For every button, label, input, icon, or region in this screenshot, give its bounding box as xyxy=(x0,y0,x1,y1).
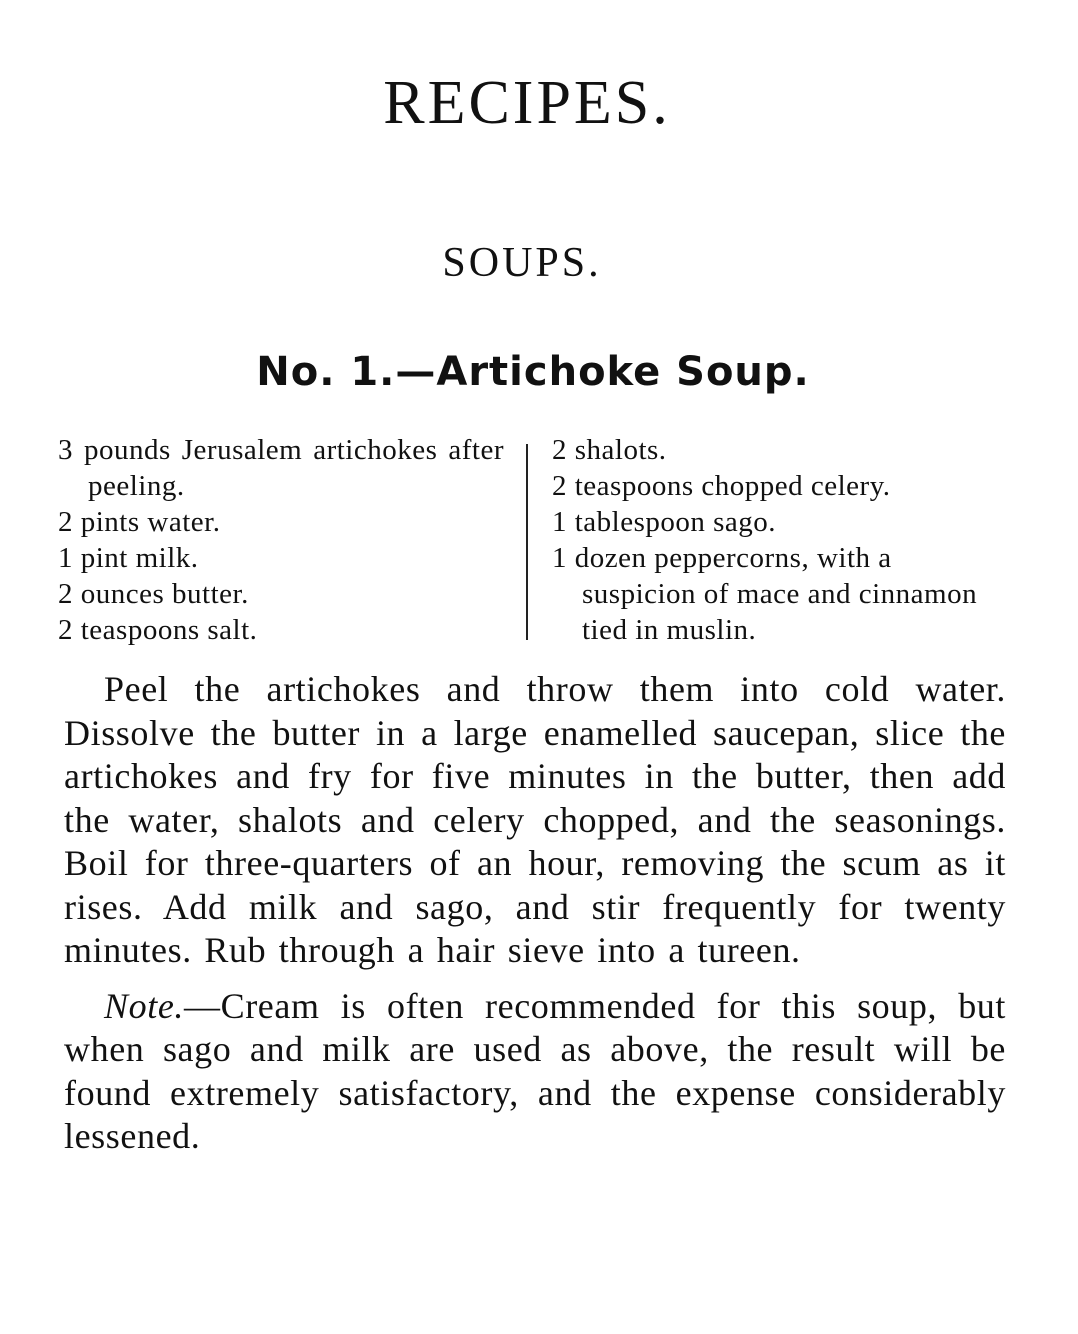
recipe-title: No. 1.—Artichoke Soup. xyxy=(256,349,810,395)
ingredients-right-column xyxy=(552,432,1008,648)
ingredients-list xyxy=(58,432,1008,646)
ingredient-item: 2 shalots. xyxy=(552,434,667,466)
note-paragraph xyxy=(64,985,1006,1159)
ingredient-item: 2 teaspoons chopped celery. xyxy=(552,470,891,502)
ingredient-item: 3 pounds Jerusalem artichokes after peeling. xyxy=(58,434,504,502)
ingredient-item: 1 pint milk. xyxy=(58,542,199,574)
ingredient-item: 2 pints water. xyxy=(58,506,221,538)
section-title: SOUPS. xyxy=(442,240,602,286)
column-divider xyxy=(526,444,528,640)
note-label: Note. xyxy=(104,985,184,1026)
ingredient-item: 2 teaspoons salt. xyxy=(58,614,258,646)
ingredient-item: 2 ounces butter. xyxy=(58,578,249,610)
ingredients-left-column xyxy=(58,432,504,648)
note-text: —Cream is often recommended for this soup, but when sago and milk are used as above, the result will be found extremely satisfactory, and the expense considerably lessened. xyxy=(64,985,1006,1156)
page-title: RECIPES. xyxy=(383,69,671,137)
ingredient-item: 1 dozen peppercorns, with a suspicion of mace and cinnamon tied in muslin. xyxy=(552,542,978,646)
recipe-method xyxy=(64,668,1006,1171)
method-paragraph: Peel the artichokes and throw them into cold water. Dissolve the butter in a large enamelled saucepan, slice the artichokes and fry for five minutes in the butter, then add the water, shalots and celery chopped, and the seasonings. Boil for three-quarters of an hour, removing the scum as it rises. Add milk and sago, and stir frequently for twenty minutes. Rub through a hair sieve into a tureen. xyxy=(64,669,1006,970)
ingredient-item: 1 tablespoon sago. xyxy=(552,506,777,538)
